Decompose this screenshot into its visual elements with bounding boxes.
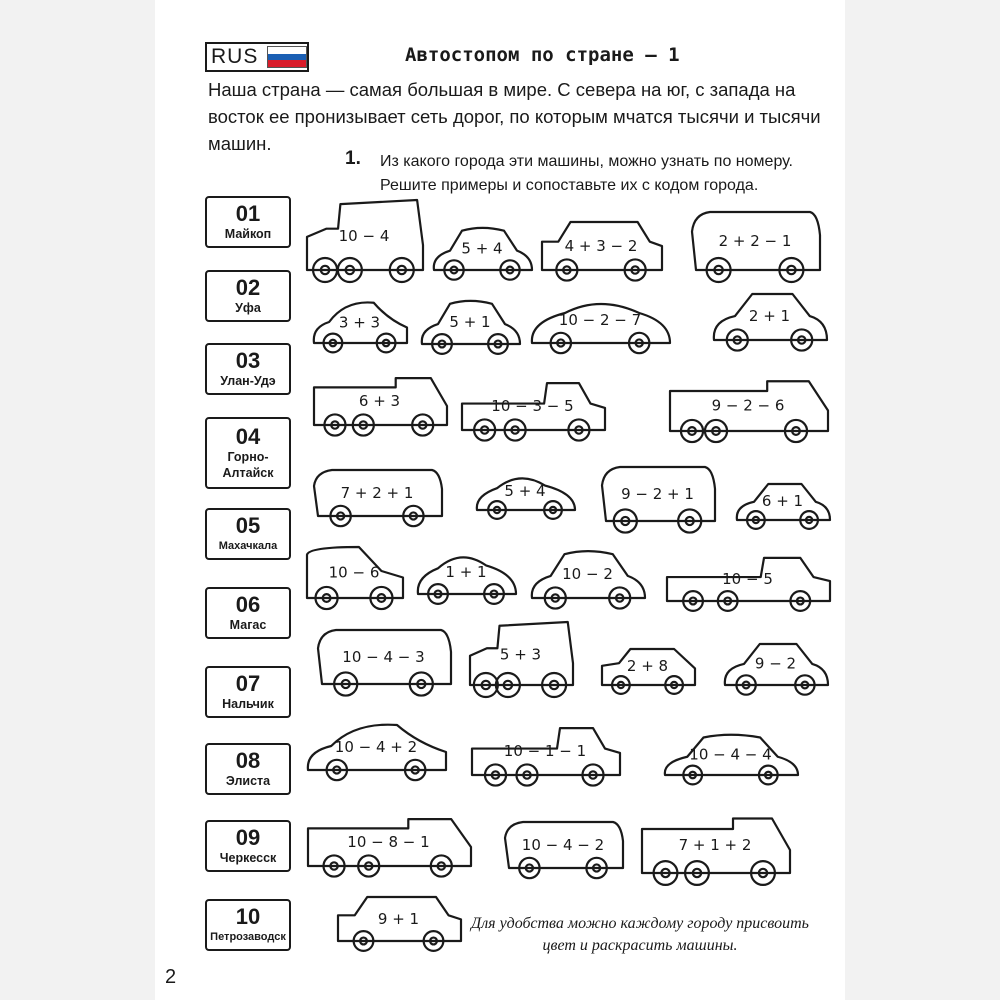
city-code: 02 bbox=[235, 275, 261, 300]
car-math-expression: 9 − 2 − 6 bbox=[711, 396, 785, 415]
car-minibus bbox=[602, 467, 715, 533]
car-math-expression: 2 + 8 bbox=[626, 657, 669, 675]
car-beetle bbox=[418, 557, 516, 603]
car-math-expression: 10 − 4 bbox=[338, 227, 390, 245]
city-name: Махачкала bbox=[218, 540, 278, 552]
car-pickup bbox=[667, 558, 830, 611]
car-math-expression: 10 − 2 bbox=[562, 565, 613, 583]
car-bus bbox=[318, 630, 451, 696]
city-code: 03 bbox=[235, 348, 261, 373]
car-math-expression: 5 + 4 bbox=[504, 482, 546, 500]
car-math-expression: 7 + 2 + 1 bbox=[340, 484, 414, 502]
car-math-expression: 5 + 1 bbox=[449, 313, 491, 331]
city-code: 05 bbox=[235, 513, 261, 538]
car-math-expression: 10 − 4 + 2 bbox=[334, 738, 418, 756]
page-number: 2 bbox=[165, 966, 177, 988]
language-label: RUS bbox=[211, 45, 259, 68]
city-name: Элиста bbox=[225, 774, 271, 788]
city-code: 04 bbox=[235, 424, 261, 449]
car-math-expression: 10 − 4 − 4 bbox=[689, 745, 772, 764]
car-math-expression: 9 + 1 bbox=[377, 910, 420, 928]
city-name: Нальчик bbox=[222, 697, 274, 711]
car-bigtruck bbox=[670, 381, 828, 442]
car-pickup bbox=[472, 728, 620, 785]
car-suv bbox=[542, 222, 662, 281]
city-name: Петрозаводск bbox=[210, 931, 286, 943]
car-math-expression: 6 + 3 bbox=[358, 392, 401, 410]
city-code: 08 bbox=[235, 748, 261, 773]
car-math-expression: 10 − 4 − 3 bbox=[342, 648, 425, 666]
car-boxtruck bbox=[314, 378, 447, 435]
car-math-expression: 10 − 6 bbox=[328, 563, 380, 582]
car-boxtruck bbox=[308, 819, 471, 876]
city-code: 09 bbox=[235, 825, 261, 850]
car-math-expression: 7 + 1 + 2 bbox=[678, 836, 752, 854]
car-longsedan bbox=[532, 304, 670, 353]
car-coupe bbox=[737, 484, 830, 529]
car-math-expression: 9 − 2 + 1 bbox=[621, 485, 694, 503]
car-math-expression: 9 − 2 bbox=[754, 654, 797, 673]
car-math-expression: 10 − 5 bbox=[722, 570, 773, 588]
car-sedan bbox=[665, 735, 798, 785]
car-sedan bbox=[434, 228, 532, 280]
car-math-expression: 10 − 3 − 5 bbox=[491, 397, 574, 415]
car-bus bbox=[314, 470, 442, 526]
car-math-expression: 4 + 3 − 2 bbox=[564, 237, 638, 255]
car-beetle bbox=[477, 478, 575, 518]
city-name: Улан-Удэ bbox=[220, 374, 276, 388]
city-code: 01 bbox=[235, 201, 261, 226]
task-instructions: Из какого города эти машины, можно узнать по номеру. Решите примеры и сопоставьте их с кодом города. bbox=[380, 153, 793, 194]
car-pickup bbox=[462, 383, 605, 440]
car-suv bbox=[338, 897, 461, 951]
coloring-hint: Для удобства можно каждому городу присвоить цвет и раскрасить машины. bbox=[471, 915, 809, 954]
city-name: Уфа bbox=[235, 301, 261, 315]
car-math-expression: 5 + 4 bbox=[461, 239, 503, 258]
car-math-expression: 10 − 2 − 7 bbox=[558, 311, 642, 329]
car-math-expression: 6 + 1 bbox=[761, 492, 804, 510]
car-sedan bbox=[422, 301, 520, 354]
car-coupe bbox=[725, 644, 828, 695]
car-math-expression: 5 + 3 bbox=[499, 645, 542, 664]
car-van bbox=[307, 547, 403, 609]
car-math-expression: 2 + 2 − 1 bbox=[718, 232, 792, 250]
car-coupe bbox=[714, 294, 827, 351]
car-math-expression: 1 + 1 bbox=[445, 563, 487, 581]
city-name: Черкесск bbox=[219, 851, 277, 865]
car-math-expression: 2 + 1 bbox=[748, 307, 791, 325]
task-number: 1. bbox=[345, 148, 361, 169]
car-bus bbox=[505, 822, 623, 878]
page-title: Автостопом по стране — 1 bbox=[405, 44, 680, 66]
city-name: Магас bbox=[229, 618, 267, 632]
car-dumptruck bbox=[470, 622, 573, 697]
car-math-expression: 3 + 3 bbox=[338, 313, 381, 332]
car-dumptruck bbox=[307, 200, 423, 282]
intro-paragraph: Наша страна — самая большая в мире. С севера на юг, с запада на восток ее пронизывает сеть дорог, по которым мчатся тысячи и тысячи машин. bbox=[208, 79, 821, 154]
car-smallcar bbox=[308, 725, 446, 781]
city-code: 10 bbox=[235, 904, 261, 929]
car-math-expression: 10 − 8 − 1 bbox=[347, 833, 430, 851]
city-code: 07 bbox=[235, 671, 261, 696]
car-boxtruck bbox=[642, 819, 790, 885]
city-name: Майкоп bbox=[224, 227, 272, 241]
car-smallcar bbox=[314, 302, 407, 352]
car-math-expression: 10 − 4 − 2 bbox=[521, 836, 605, 854]
car-bus bbox=[692, 212, 820, 282]
city-name: Горно-Алтайск bbox=[222, 450, 274, 480]
city-code: 06 bbox=[235, 592, 261, 617]
car-sedan bbox=[532, 551, 645, 608]
car-math-expression: 10 − 1 − 1 bbox=[503, 742, 587, 760]
car-hatch bbox=[602, 649, 695, 694]
